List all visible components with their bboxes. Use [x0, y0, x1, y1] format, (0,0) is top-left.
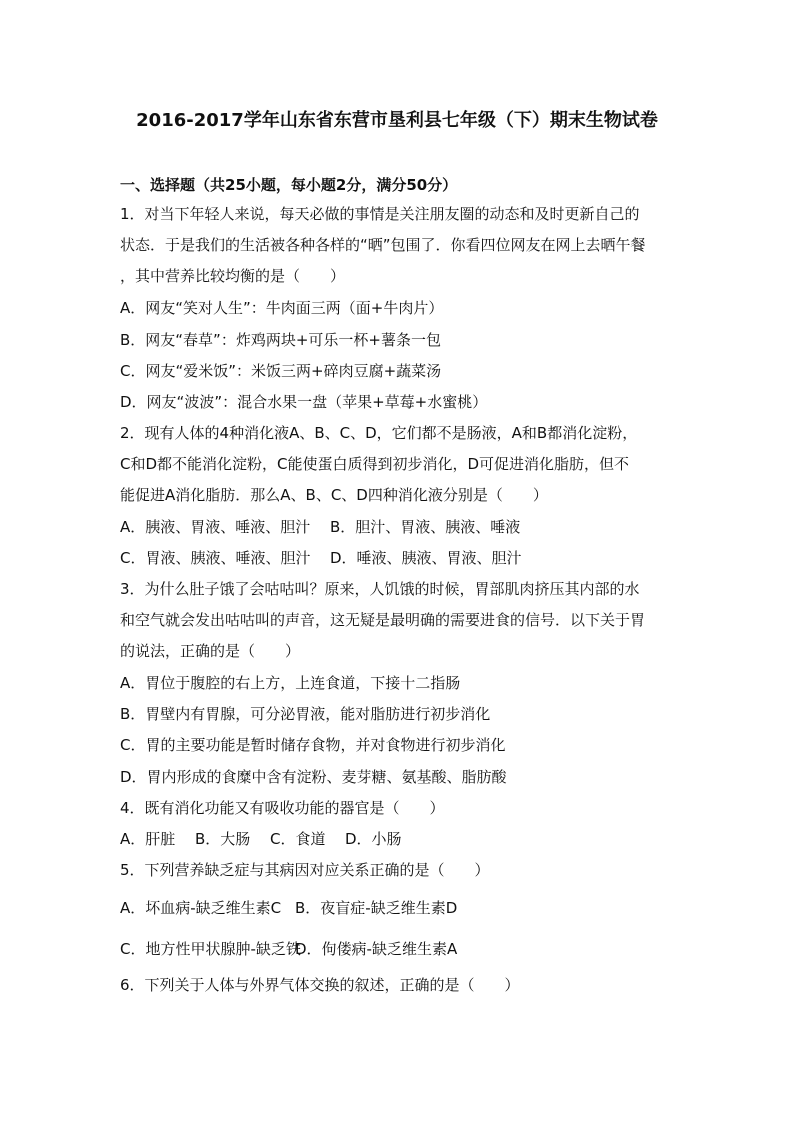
- option-b: B．胃壁内有胃腺，可分泌胃液，能对脂肪进行初步消化: [120, 705, 491, 723]
- section-heading: 一、选择题（共25小题，每小题2分，满分50分）: [120, 176, 458, 194]
- option-b: B．夜盲症-缺乏维生素D: [295, 899, 458, 917]
- option-c: C．网友“爱米饭”：米饭三两+碎肉豆腐+蔬菜汤: [120, 362, 442, 380]
- option-a: A．胃位于腹腔的右上方，上连食道，下接十二指肠: [120, 674, 461, 692]
- option-d: D．佝偻病-缺乏维生素A: [295, 940, 458, 958]
- question-1-line: 状态．于是我们的生活被各种各样的“晒”包围了．你看四位网友在网上去晒午餐: [120, 236, 646, 254]
- question-5-line: 5．下列营养缺乏症与其病因对应关系正确的是（ ）: [120, 861, 490, 879]
- question-4-line: 4．既有消化功能又有吸收功能的器官是（ ）: [120, 799, 445, 817]
- question-3-line: 和空气就会发出咕咕叫的声音，这无疑是最明确的需要进食的信号．以下关于胃: [120, 611, 646, 629]
- question-2-line: 能促进A消化脂肪．那么A、B、C、D四种消化液分别是（ ）: [120, 486, 548, 504]
- option-b: B．网友“春草”：炸鸡两块+可乐一杯+薯条一包: [120, 331, 441, 349]
- option-a: A．肝脏: [120, 830, 176, 848]
- question-2-line: 2．现有人体的4种消化液A、B、C、D，它们都不是肠液，A和B都消化淀粉，: [120, 424, 638, 442]
- option-c: C．地方性甲状腺肿-缺乏铁: [120, 940, 301, 958]
- option-a: A．坏血病-缺乏维生素C: [120, 899, 282, 917]
- option-d: D．唾液、胰液、胃液、胆汁: [330, 549, 522, 567]
- option-c: C．胃的主要功能是暂时储存食物，并对食物进行初步消化: [120, 736, 506, 754]
- option-a: A．胰液、胃液、唾液、胆汁: [120, 518, 311, 536]
- option-b: B．大肠: [195, 830, 251, 848]
- question-3-line: 3．为什么肚子饿了会咕咕叫？原来，人饥饿的时候，胃部肌肉挤压其内部的水: [120, 580, 640, 598]
- option-c: C．食道: [270, 830, 326, 848]
- exam-title: 2016-2017学年山东省东营市垦利县七年级（下）期末生物试卷: [136, 110, 658, 131]
- option-a: A．网友“笑对人生”：牛肉面三两（面+牛肉片）: [120, 299, 444, 317]
- option-d: D．网友“波波”：混合水果一盘（苹果+草莓+水蜜桃）: [120, 393, 488, 411]
- option-b: B．胆汁、胃液、胰液、唾液: [330, 518, 521, 536]
- option-c: C．胃液、胰液、唾液、胆汁: [120, 549, 311, 567]
- question-2-line: C和D都不能消化淀粉，C能使蛋白质得到初步消化，D可促进消化脂肪，但不: [120, 455, 630, 473]
- question-1-line: ，其中营养比较均衡的是（ ）: [120, 267, 346, 285]
- question-1-line: 1．对当下年轻人来说，每天必做的事情是关注朋友圈的动态和及时更新自己的: [120, 205, 640, 223]
- question-6-line: 6．下列关于人体与外界气体交换的叙述，正确的是（ ）: [120, 976, 520, 994]
- option-d: D．胃内形成的食糜中含有淀粉、麦芽糖、氨基酸、脂肪酸: [120, 768, 507, 786]
- option-d: D．小肠: [345, 830, 402, 848]
- question-3-line: 的说法，正确的是（ ）: [120, 642, 301, 660]
